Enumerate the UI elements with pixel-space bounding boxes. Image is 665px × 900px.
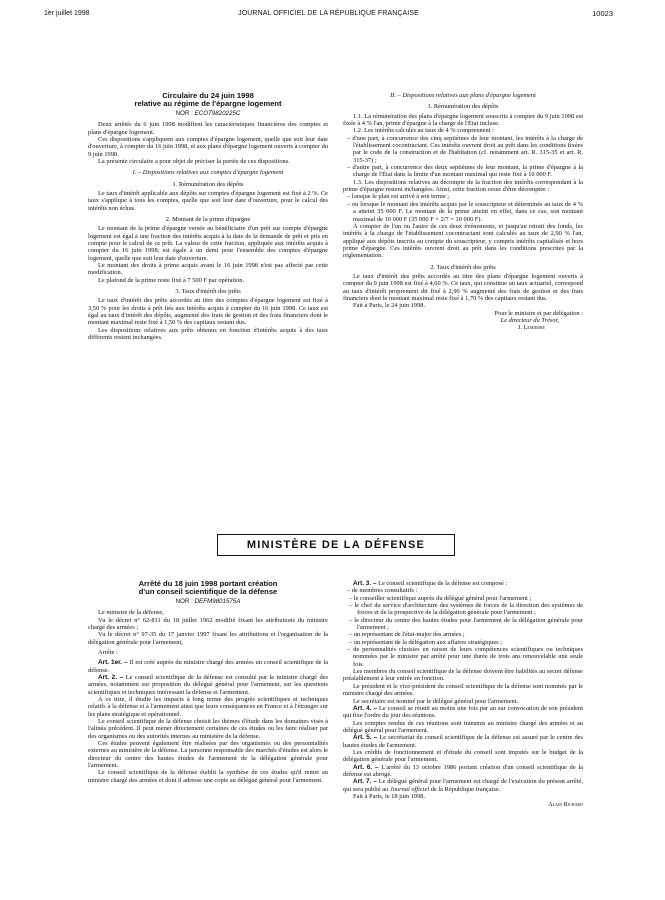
paragraph: 1.1. La rémunération des plans d'épargne logement souscrits à compter du 9 juin 1998 est fixée à 4 % l'an, prime d'épargne à la charge de l'État incluse. [343,112,583,128]
signature-name: J. Lemierre [517,324,545,332]
section-heading: II. – Dispositions relatives aux plans d'épargne logement [390,92,536,99]
list-item: – un représentant de la délégation aux affaires stratégiques ; [349,638,503,646]
paragraph: Le montant des droits à prime acquis avant le 16 juin 1998 n'est pas affecté par cette modification. [88,262,328,277]
paragraph: Les comptes rendus de ces réunions sont transmis au ministre chargé des armées et au délégué général pour l'armement. [343,719,583,734]
paragraph: La présente circulaire a pour objet de préciser la portée de ces dispositions. [98,157,290,165]
article: Art. 1er. – Il est créé auprès du ministre chargé des armées un conseil scientifique de la défense. [88,659,328,674]
header-date: 1er juillet 1998 [44,10,90,17]
list-item: – de personnalités choisies en raison de leurs compétences scientifiques ou techniques nommées par le ministre par arrêté pour une durée de trois ans renouvelable une seule fois. [347,646,583,668]
paragraph: Le président et le vice-président du conseil scientifique de la défense sont nommés par le ministre chargé des armées. [343,682,583,698]
circulaire-column-right [343,92,583,332]
subsection-heading: 2. Taux d'intérêt des prêts [430,263,496,271]
subsection-heading: 3. Taux d'intérêt des prêts [175,288,241,296]
paragraph: À compter de l'un ou l'autre de ces deux événements, et jusqu'au retrait des fonds, les intérêts à la charge de l'établissement cocontractant sont calculés au taux de 2,90 % l'an, appliqué aux dépôts inscrits au compte du souscripteur, y compris intérêts capitalisés et hors prime d'épargne. Ces intérêts ouvrent droit au prêt dans les conditions prescrites par la réglementation. [343,222,583,260]
arrete-word: Arrête : [98,648,118,656]
header-journal-title: JOURNAL OFFICIEL DE LA RÉPUBLIQUE FRANÇAISE [238,10,419,17]
paragraph: 1.2. Les intérêts calculés au taux de 4 % comprennent : [353,127,494,135]
article: Art. 3. – Le conseil scientifique de la défense est composé : [353,580,508,587]
paragraph: Le conseil scientifique de la défense choisit les thèmes d'étude dans les domaines visés à l'alinéa précédent. Il peut mener directement certaines de ces études ou les faire réaliser par des organismes ou des autorités internes au ministère de la défense. [88,717,328,740]
paragraph: Les crédits de fonctionnement et d'étude du conseil sont imputés sur le budget de la délégation générale pour l'armement. [343,748,583,764]
paragraph: 1.3. Les dispositions relatives au décompte de la fraction des intérêts correspondant à la prime d'épargne restent inchangées. Ainsi, cette fraction cesse d'être décomptée : [343,178,583,194]
paragraph: Les dispositions relatives aux prêts obtenus en fonction d'intérêts acquis à des taux différents restent inchangées. [88,326,328,342]
arrete-title: Arrêté du 18 juin 1998 portant création [138,579,278,588]
list-item: – le conseiller scientifique auprès du délégué général pour l'armement ; [349,594,532,602]
list-item: – d'une part, à concurrence des cinq septièmes de leur montant, les intérêts à la charge de l'établissement cocontractant. Ces intérêts ouvrent droit au prêt dans les conditions fixées par le code de la construction et de l'habitation (cf. notamment art. R. 315-35 et art. R. 315-37) ; [347,134,583,164]
paragraph: Les membres du conseil scientifique de la défense doivent être habilités au secret défense préalablement à leur entrée en fonction. [343,668,583,683]
subsection-heading: 1. Rémunération des dépôts [427,103,499,111]
ministry-banner: MINISTÈRE DE LA DÉFENSE [217,534,455,556]
signature-name: Alain Richard [548,802,583,809]
article: Art. 4. – Le conseil se réunit au moins une fois par an sur convocation de son président qui fixe l'ordre du jour des réunions. [343,704,583,720]
list-item: – le chef du service d'architecture des systèmes de forces de la direction des systèmes de forces et de la prospective de la délégation générale pour l'armement ; [349,602,583,617]
paragraph: Le conseil scientifique de la défense établit la synthèse de ces études qu'il remet au ministre chargé des armées et dont il adresse une copie au délégué général pour l'armement. [88,769,328,784]
article: Art. 7. – Le délégué général pour l'armement est chargé de l'exécution du présent arrêté, qui sera publié au Journal officiel de la République française. [343,778,583,793]
paragraph: À ce titre, il étudie les impacts à long terme des progrès scientifiques et techniques relatifs à la défense et à l'armement ainsi que leurs conséquences en France et à l'étranger sur les plans stratégique et opérationnel. [88,695,328,718]
circulaire-title: Circulaire du 24 juin 1998 [162,91,254,100]
paragraph: Le taux d'intérêt des prêts accordés au titre des plans d'épargne logement ouverts à compter du 9 juin 1998 est fixé à 4,60 %. Ce taux, qui constitue un taux actuariel, correspond au taux d'intérêt proprement dit fixé à 2,90 % augmenté des frais de gestion et des frais financiers dont le montant maximal reste fixé à 1,70 % des capitaux restant dus. [343,272,583,302]
list-item: – le directeur du centre des hautes études pour l'armement de la délégation générale pour l'armement ; [349,616,583,632]
list-item: – lorsque le plan est arrivé à son terme ; [347,193,450,201]
paragraph: Vu le décret n° 97-35 du 17 janvier 1997 fixant les attributions et l'organisation de la délégation générale pour l'armement, [88,631,328,646]
done-at: Fait à Paris, le 18 juin 1998. [353,792,426,800]
paragraph: Ces études peuvent également être réalisées par des organismes ou des personnalités externes au ministère de la défense. La personne responsable des marchés d'études est alors le directeur du centre des hautes études de l'armement de la délégation générale pour l'armement. [88,740,328,770]
header-page-number: 10023 [592,9,613,18]
article: Art. 2. – Le conseil scientifique de la défense est consulté par le ministre chargé des armées, notamment sur proposition du délégué général pour l'armement, sur les questions scientifiques et techniques intéressant la défense et l'armement. [88,673,328,696]
paragraph: Ces dispositions s'appliquent aux comptes d'épargne logement, quelle que soit leur date d'ouverture, à compter du 16 juin 1998, et aux plans d'épargne logement ouverts à compter du 9 juin 1998. [88,135,328,158]
article: Art. 6. – L'arrêté du 13 octobre 1986 portant création d'un conseil scientifique de la défense est abrogé. [343,763,583,778]
page-header [44,10,613,20]
arrete-column-right [343,580,583,816]
done-at: Fait à Paris, le 24 juin 1998. [353,302,426,310]
section-heading: I. – Dispositions relatives aux comptes d'épargne logement [132,169,284,177]
article: Art. 5. – Le secrétariat du conseil scientifique de la défense est assuré par le centre des hautes études de l'armement. [343,734,583,749]
circulaire-subtitle: relative au régime de l'épargne logement [134,99,282,109]
paragraph: Le plafond de la prime reste fixé à 7 500 F par opération. [98,276,245,284]
paragraph: Le montant de la prime d'épargne versée au bénéficiaire d'un prêt sur compte d'épargne logement est égal à une fraction des intérêts acquis à la date de la demande de prêt et pris en compte pour le calcul de ce prêt. La valeur de cette fraction, appliquée aux intérêts acquis à compter du 16 juin 1998, est égale à un demi pour l'ensemble des comptes d'épargne logement, quelle que soit leur date d'ouverture. [88,225,328,262]
arrete-nor: NOR : DEFM9801575A [175,597,241,605]
paragraph: Le secrétaire est nommé par le délégué général pour l'armement. [353,697,519,705]
subsection-heading: 1. Rémunération des dépôts [172,180,244,188]
paragraph: Vu le décret n° 62-811 du 18 juillet 1962 modifié fixant les attributions du ministre chargé des armées ; [88,616,328,631]
list-item: – d'autre part, à concurrence des deux septièmes de leur montant, la prime d'épargne à la charge de l'État dans la limite d'un montant maximal qui reste fixé à 10 000 F. [347,164,583,179]
arrete-column-left [88,580,328,784]
signature-title: Le directeur du Trésor, [500,316,559,324]
paragraph: Le taux d'intérêt des prêts accordés au titre des comptes d'épargne logement est fixé à 3,50 % pour les droits à prêt liés aux intérêts acquis à compter du 16 juin 1998. Ce taux est égal au taux d'intérêt des dépôts, augmenté des frais de gestion et des frais financiers dont le montant maximal reste fixé à 1,50 % des capitaux restant dus. [88,297,328,327]
circulaire-nor: NOR : ECOT9820225C [175,109,241,117]
paragraph: Le ministre de la défense, [98,609,164,617]
circulaire-column-left [88,92,328,341]
subsection-heading: 2. Montant de la prime d'épargne [165,215,251,223]
list-item: – de membres consultatifs : [347,587,418,595]
list-item: – ou lorsque le montant des intérêts acquis par le souscripteur et déterminés au taux de 4 % a atteint 35 000 F. Le montant de la prime atteint en effet, dans ce cas, son montant maximal de 10 000 F (35 000 F × 2/7 = 10 000 F). [347,200,583,223]
list-item: – un représentant de l'état-major des armées ; [349,631,465,639]
signature-delegation: Pour le ministre et par délégation : [494,309,583,317]
paragraph: Le taux d'intérêt applicable aux dépôts sur comptes d'épargne logement est fixé à 2 %. Ce taux s'applique à tous les comptes, quelle que soit leur date d'ouverture, pour le calcul des intérêts non échus. [88,189,328,212]
paragraph: Deux arrêtés du 6 juin 1998 modifient les caractéristiques financières des comptes et plans d'épargne logement. [88,121,328,136]
arrete-subtitle: d'un conseil scientifique de la défense [138,587,278,597]
